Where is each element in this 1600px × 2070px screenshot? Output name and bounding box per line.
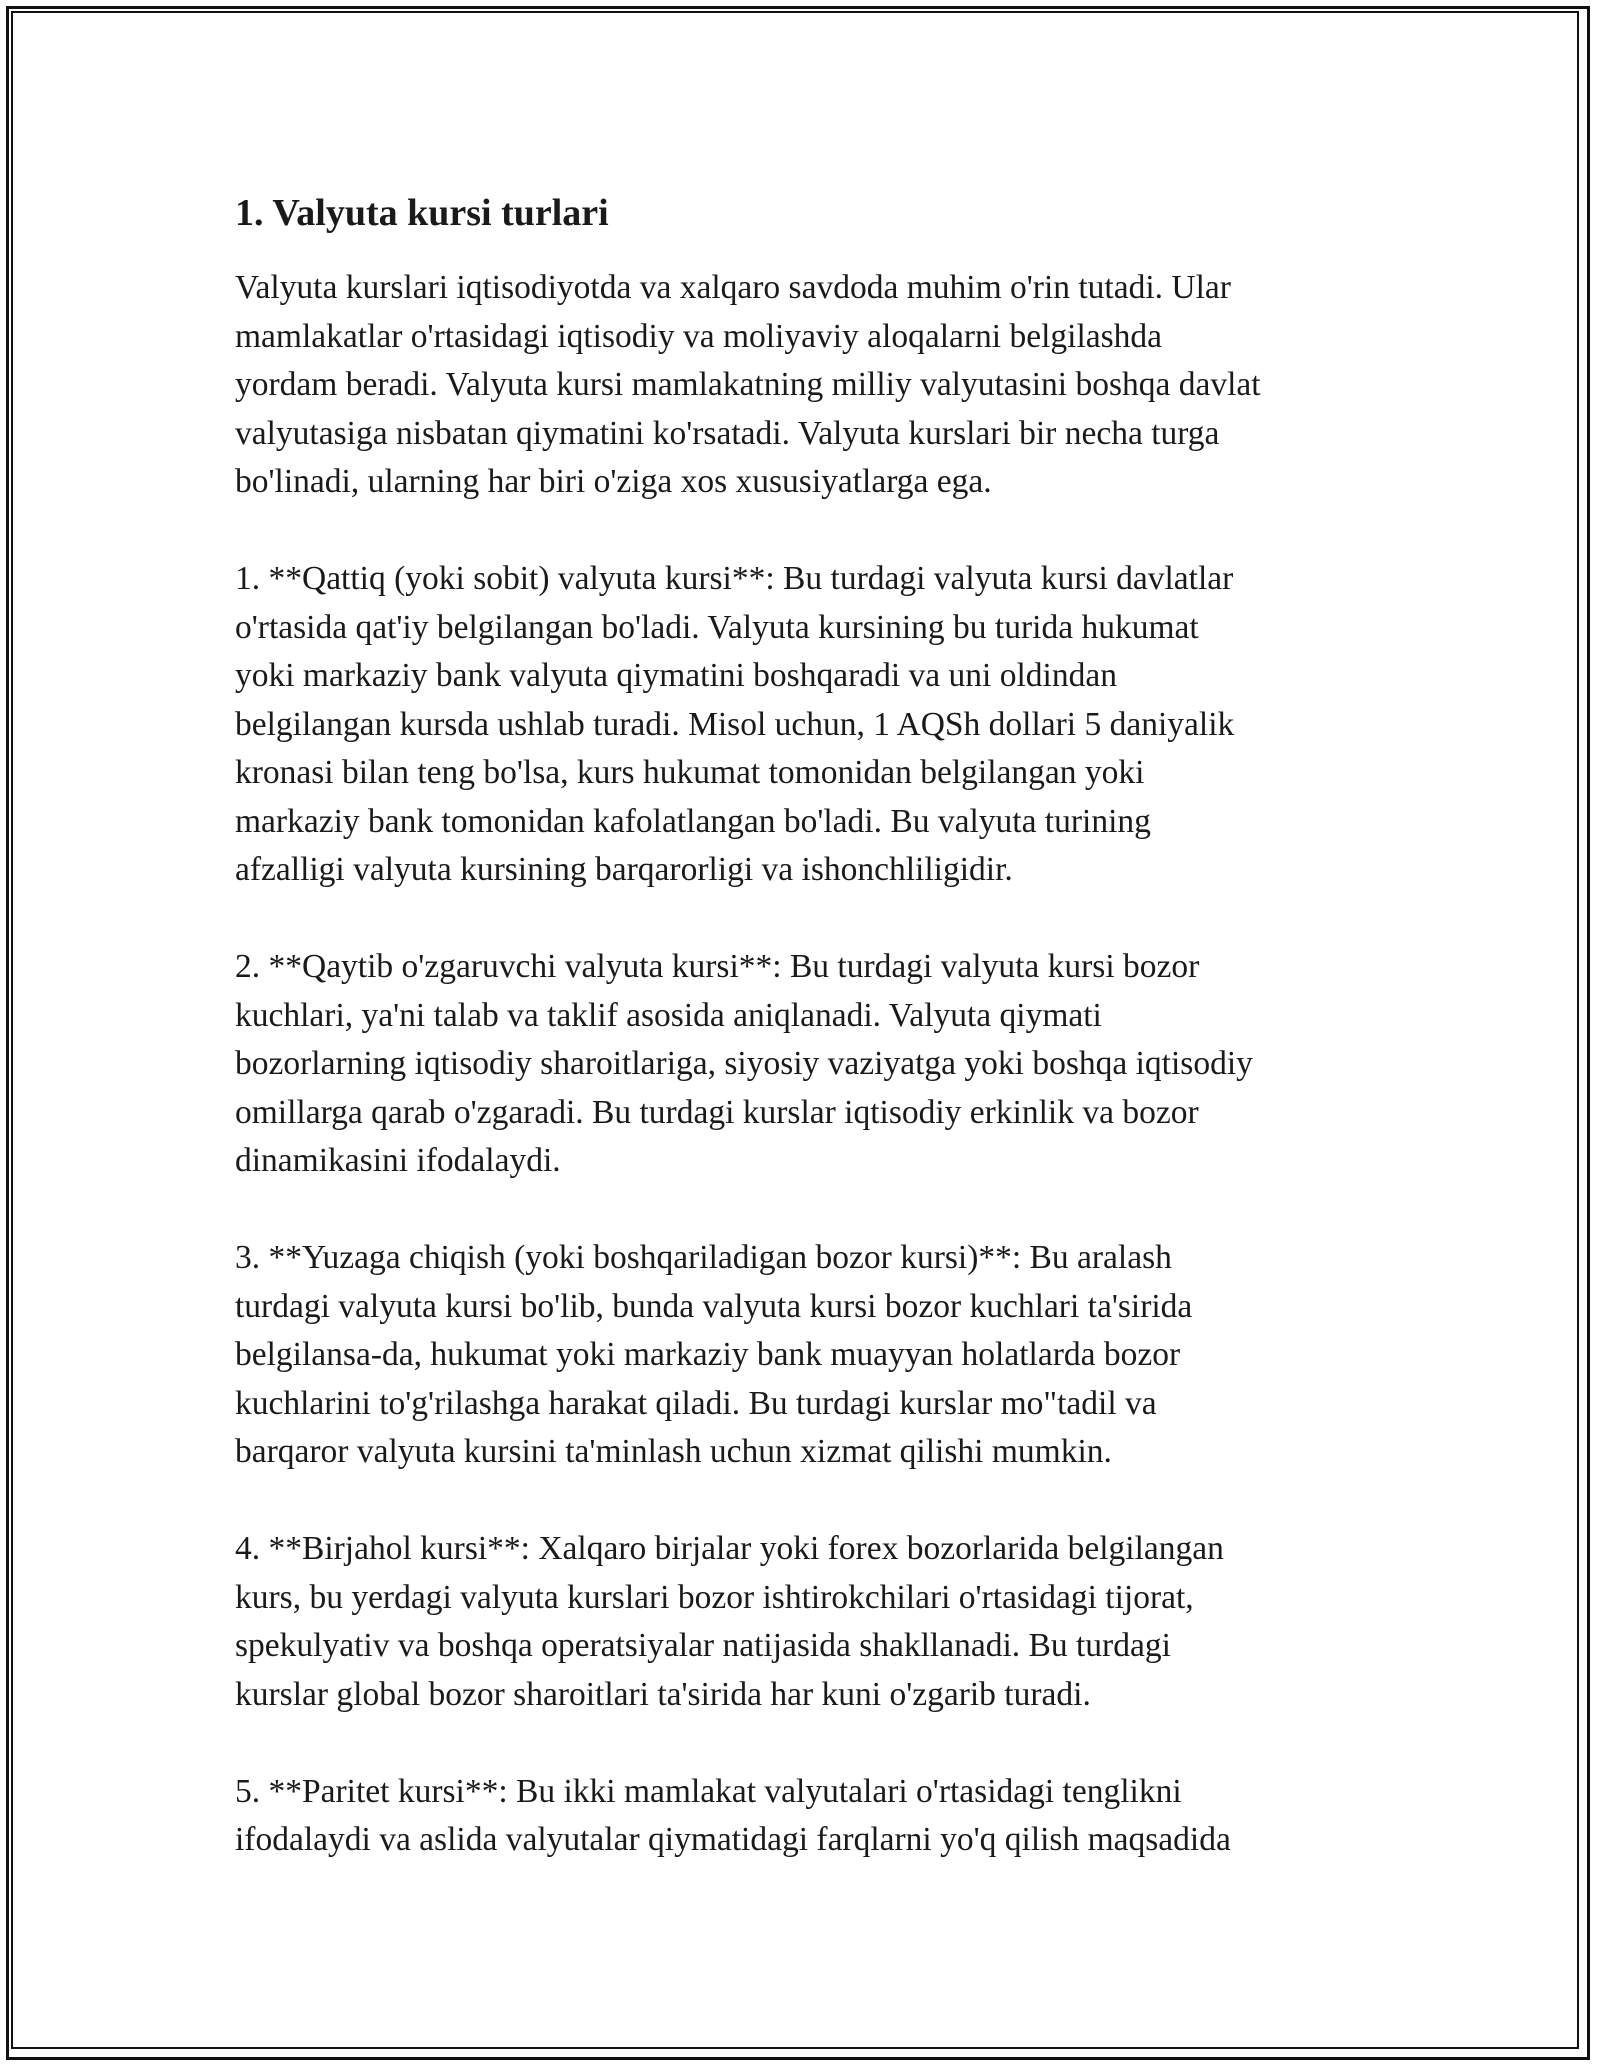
list-item-parity-rate: 5. **Paritet kursi**: Bu ikki mamlakat valyutalari o'rtasidagi tenglikni ifodalaydi va aslida valyutalar qiymatidagi farqlarni yo'q qilish maqsadida [235, 1772, 1231, 1858]
intro-paragraph: Valyuta kurslari iqtisodiyotda va xalqaro savdoda muhim o'rin tutadi. Ular mamlakatlar o'rtasidagi iqtisodiy va moliyaviy aloqalarni belgilashda yordam beradi. Valyuta kursi mamlakatning milliy valyutasini boshqa davlat valyutasiga nisbatan qiymatini ko'rsatadi. Valyuta kurslari bir necha turga bo'linadi, ularning har biri o'ziga xos xususiyatlarga ega. [235, 269, 1261, 500]
section-heading: 1. Valyuta kursi turlari [235, 192, 609, 234]
list-item-fixed-rate: 1. **Qattiq (yoki sobit) valyuta kursi**: Bu turdagi valyuta kursi davlatlar o'rtasida qat'iy belgilangan bo'ladi. Valyuta kursining bu turida hukumat yoki markaziy bank valyuta qiymatini boshqaradi va uni oldindan belgilangan kursda ushlab turadi. Misol uchun, 1 AQSh dollari 5 daniyalik kronasi bilan teng bo'lsa, kurs hukumat tomonidan belgilangan yoki markaziy bank tomonidan kafolatlangan bo'ladi. Bu valyuta turining afzalligi valyuta kursining barqarorligi va ishonchliligidir. [235, 560, 1235, 888]
list-item-managed-rate: 3. **Yuzaga chiqish (yoki boshqariladigan bozor kursi)**: Bu aralash turdagi valyuta kursi bo'lib, bunda valyuta kursi bozor kuchlari ta'sirida belgilansa-da, hukumat yoki markaziy bank muayyan holatlarda bozor kuchlarini to'g'rilashga harakat qiladi. Bu turdagi kurslar mo"tadil va barqaror valyuta kursini ta'minlash uchun xizmat qilishi mumkin. [235, 1239, 1193, 1470]
list-item-exchange-rate: 4. **Birjahol kursi**: Xalqaro birjalar yoki forex bozorlarida belgilangan kurs, bu yerdagi valyuta kurslari bozor ishtirokchilari o'rtasidagi tijorat, spekulyativ va boshqa operatsiyalar natijasida shakllanadi. Bu turdagi kurslar global bozor sharoitlari ta'sirida har kuni o'zgarib turadi. [235, 1530, 1224, 1713]
document-body [235, 184, 1385, 1913]
list-item-floating-rate: 2. **Qaytib o'zgaruvchi valyuta kursi**: Bu turdagi valyuta kursi bozor kuchlari, ya'ni talab va taklif asosida aniqlanadi. Valyuta qiymati bozorlarning iqtisodiy sharoitlariga, siyosiy vaziyatga yoki boshqa iqtisodiy omillarga qarab o'zgaradi. Bu turdagi kurslar iqtisodiy erkinlik va bozor dinamikasini ifodalaydi. [235, 948, 1253, 1179]
